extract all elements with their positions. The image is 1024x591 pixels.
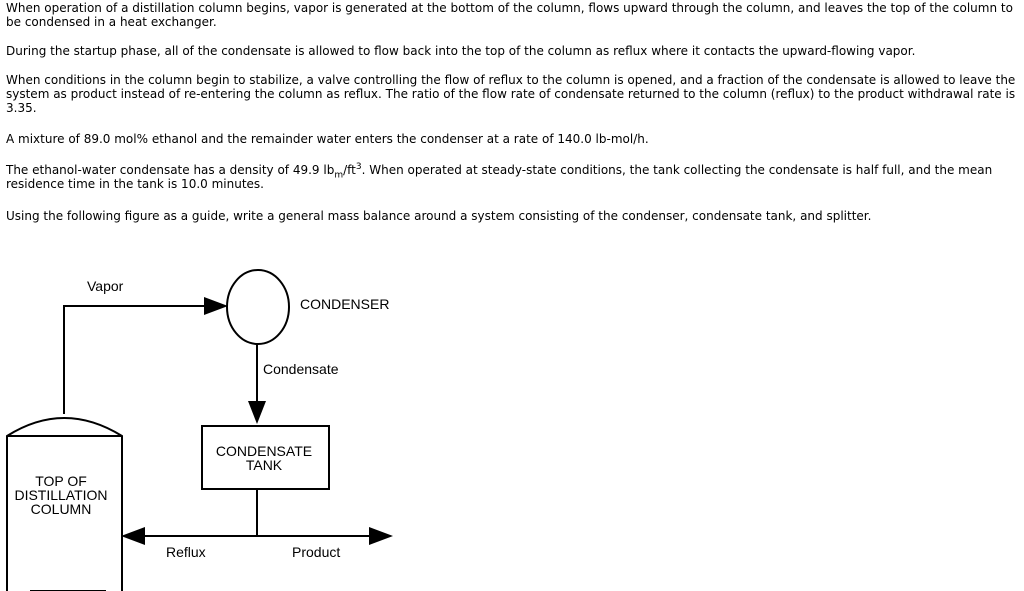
vapor-label: Vapor xyxy=(87,278,124,294)
density-unit-sup: 3 xyxy=(355,162,362,172)
task-paragraph: Using the following figure as a guide, write a general mass balance around a system consisting of the condenser, condensate tank, and splitter. xyxy=(6,209,872,223)
product-label: Product xyxy=(292,544,341,560)
vapor-line xyxy=(64,306,206,414)
density-text-a: The ethanol-water condensate has a density of 49.9 lb xyxy=(6,163,335,177)
condenser-shape xyxy=(227,270,289,344)
density-text-c: . When operated at steady-state conditions, the tank collecting the condensate is half full, and the mean residence time in the tank is 10.0 minutes. xyxy=(6,163,993,191)
feed-paragraph: A mixture of 89.0 mol% ethanol and the remainder water enters the condenser at a rate of 140.0 lb-mol/h. xyxy=(6,132,649,146)
startup-paragraph: During the startup phase, all of the condensate is allowed to flow back into the top of the column as reflux where it contacts the upward-flowing vapor. xyxy=(6,44,916,58)
condensate-label: Condensate xyxy=(263,361,339,377)
density-text-b: /ft xyxy=(343,163,356,177)
reflux-ratio-paragraph: When conditions in the column begin to stabilize, a valve controlling the flow of reflux to the column is opened, and a fraction of the condensate is allowed to leave the system as product instead of re-entering the column as reflux. The ratio of the flow rate of condensate returned to the column (reflux) to the product withdrawal rate is 3.35. xyxy=(6,73,1016,115)
condensate-arrowhead xyxy=(248,401,266,424)
intro-paragraph: When operation of a distillation column begins, vapor is generated at the bottom of the column, flows upward through the column, and leaves the top of the column to be condensed in a heat exchanger. xyxy=(6,1,1013,29)
column-label-line1: TOP OF xyxy=(35,473,87,489)
product-arrowhead xyxy=(369,527,393,545)
density-unit-sub: m xyxy=(334,170,344,181)
column-label-line2: DISTILLATION xyxy=(14,487,108,503)
reflux-label: Reflux xyxy=(166,544,206,560)
tank-label-line2: TANK xyxy=(245,457,283,473)
vapor-arrowhead xyxy=(204,297,228,315)
column-label-line3: COLUMN xyxy=(30,501,92,517)
condenser-label: CONDENSER xyxy=(300,296,390,312)
reflux-arrowhead xyxy=(121,527,145,545)
tank-label-line1: CONDENSATE xyxy=(215,443,313,459)
